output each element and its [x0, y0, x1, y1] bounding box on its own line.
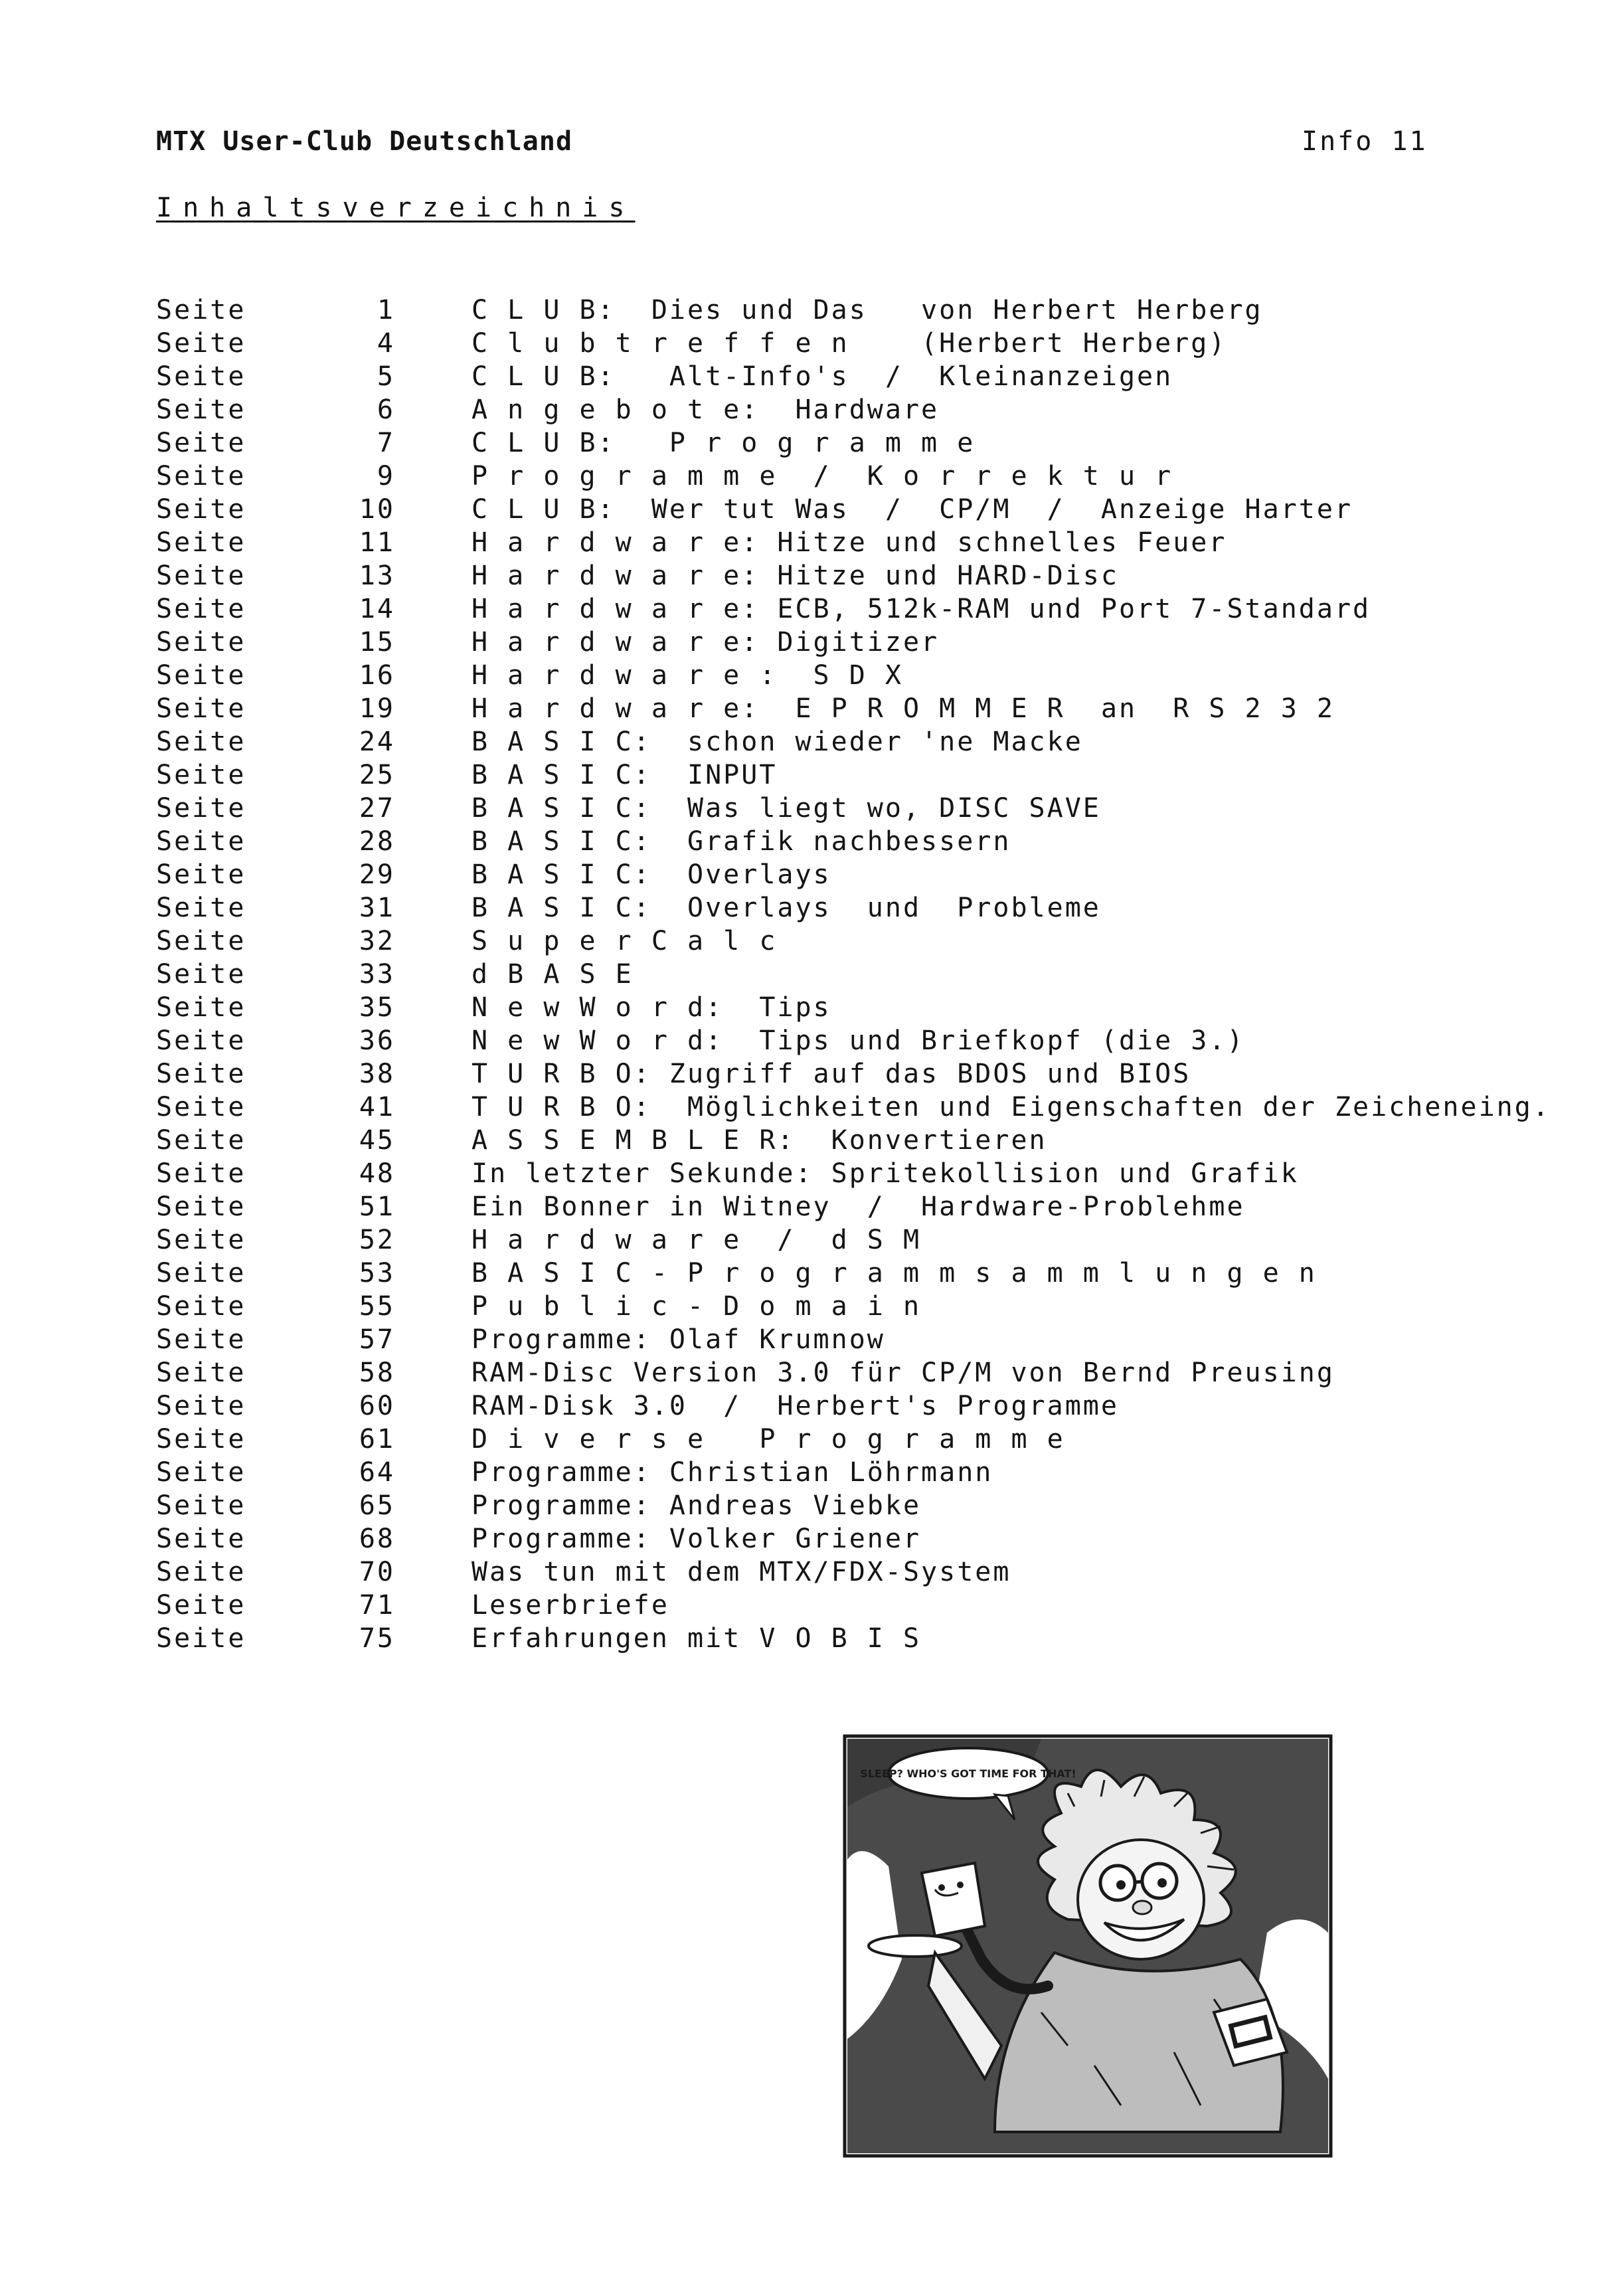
toc-topic: Ein Bonner in Witney / Hardware-Problehme — [471, 1192, 1245, 1222]
toc-seite-label: Seite — [156, 561, 246, 591]
toc-entry — [156, 925, 1604, 958]
toc-page-number: 75 — [359, 1623, 395, 1654]
toc-entry — [156, 659, 1604, 692]
toc-topic: Programme: Andreas Viebke — [471, 1490, 922, 1521]
toc-page-number: 36 — [359, 1025, 395, 1056]
toc-entry — [156, 1323, 1604, 1356]
toc-seite-label: Seite — [156, 1358, 246, 1388]
toc-topic: S u p e r C a l c — [471, 926, 778, 956]
toc-topic: C L U B: Wer tut Was / CP/M / Anzeige Harter — [471, 494, 1353, 525]
toc-entry — [156, 1124, 1604, 1157]
toc-entry — [156, 294, 1604, 327]
toc-seite-label: Seite — [156, 760, 246, 790]
toc-page-number: 16 — [359, 660, 395, 691]
toc-seite-label: Seite — [156, 328, 246, 359]
toc-page-number: 41 — [359, 1092, 395, 1122]
toc-entry — [156, 1522, 1604, 1555]
toc-page-number: 7 — [377, 428, 395, 458]
toc-page-number: 58 — [359, 1358, 395, 1388]
toc-topic: Programme: Christian Löhrmann — [471, 1457, 993, 1488]
toc-entry — [156, 626, 1604, 659]
toc-seite-label: Seite — [156, 926, 246, 956]
toc-page-number: 31 — [359, 893, 395, 923]
toc-page-number: 24 — [359, 727, 395, 757]
toc-seite-label: Seite — [156, 461, 246, 491]
toc-entry — [156, 792, 1604, 825]
toc-seite-label: Seite — [156, 693, 246, 724]
toc-list — [156, 294, 1604, 1655]
toc-page-number: 13 — [359, 561, 395, 591]
toc-entry — [156, 991, 1604, 1024]
toc-topic: A n g e b o t e: Hardware — [471, 395, 940, 425]
toc-seite-label: Seite — [156, 1258, 246, 1288]
toc-entry — [156, 1389, 1604, 1423]
toc-entry — [156, 1157, 1604, 1190]
toc-page-number: 57 — [359, 1324, 395, 1355]
cartoon-drawing — [842, 1733, 1333, 2159]
toc-topic: C L U B: Dies und Das von Herbert Herberg — [471, 295, 1263, 325]
toc-seite-label: Seite — [156, 395, 246, 425]
toc-topic: H a r d w a r e / d S M — [471, 1225, 922, 1255]
toc-seite-label: Seite — [156, 1059, 246, 1089]
toc-seite-label: Seite — [156, 1092, 246, 1122]
toc-topic: A S S E M B L E R: Konvertieren — [471, 1125, 1047, 1156]
toc-topic: H a r d w a r e: Hitze und HARD-Disc — [471, 561, 1119, 591]
toc-page-number: 28 — [359, 826, 395, 857]
toc-entry — [156, 559, 1604, 592]
toc-entry — [156, 1223, 1604, 1257]
toc-seite-label: Seite — [156, 527, 246, 558]
toc-page-number: 14 — [359, 594, 395, 624]
toc-entry — [156, 1589, 1604, 1622]
toc-page-number: 32 — [359, 926, 395, 956]
toc-topic: C L U B: Alt-Info's / Kleinanzeigen — [471, 361, 1173, 392]
toc-topic: H a r d w a r e: Hitze und schnelles Feuer — [471, 527, 1227, 558]
toc-seite-label: Seite — [156, 1225, 246, 1255]
toc-seite-label: Seite — [156, 1490, 246, 1521]
toc-entry — [156, 1257, 1604, 1290]
toc-topic: T U R B O: Möglichkeiten und Eigenschaften der Zeicheneing. — [471, 1092, 1551, 1122]
toc-seite-label: Seite — [156, 1125, 246, 1156]
toc-seite-label: Seite — [156, 660, 246, 691]
toc-page-number: 70 — [359, 1557, 395, 1587]
toc-entry — [156, 1057, 1604, 1091]
toc-seite-label: Seite — [156, 1590, 246, 1621]
toc-entry — [156, 1489, 1604, 1522]
toc-topic: d B A S E — [471, 959, 634, 990]
toc-page-number: 19 — [359, 693, 395, 724]
toc-entry — [156, 958, 1604, 991]
toc-page-number: 4 — [377, 328, 395, 359]
toc-entry — [156, 1555, 1604, 1589]
toc-topic: C L U B: P r o g r a m m e — [471, 428, 976, 458]
toc-topic: N e w W o r d: Tips — [471, 992, 831, 1023]
toc-seite-label: Seite — [156, 1557, 246, 1587]
toc-page-number: 27 — [359, 793, 395, 824]
toc-topic: C l u b t r e f f e n (Herbert Herberg) — [471, 328, 1227, 359]
toc-page-number: 48 — [359, 1158, 395, 1189]
toc-page-number: 71 — [359, 1590, 395, 1621]
toc-topic: B A S I C: Was liegt wo, DISC SAVE — [471, 793, 1101, 824]
toc-entry — [156, 460, 1604, 493]
toc-page-number: 10 — [359, 494, 395, 525]
toc-topic: H a r d w a r e: Digitizer — [471, 627, 940, 658]
toc-entry — [156, 858, 1604, 891]
toc-page-number: 25 — [359, 760, 395, 790]
toc-topic: Leserbriefe — [471, 1590, 669, 1621]
toc-topic: B A S I C: Overlays — [471, 859, 831, 890]
toc-page-number: 61 — [359, 1424, 395, 1455]
toc-seite-label: Seite — [156, 1192, 246, 1222]
toc-topic: RAM-Disc Version 3.0 für CP/M von Bernd Preusing — [471, 1358, 1335, 1388]
toc-topic: B A S I C: Overlays und Probleme — [471, 893, 1101, 923]
toc-entry — [156, 493, 1604, 526]
toc-seite-label: Seite — [156, 1291, 246, 1322]
toc-seite-label: Seite — [156, 1324, 246, 1355]
toc-entry — [156, 393, 1604, 426]
toc-entry — [156, 692, 1604, 725]
toc-entry — [156, 1622, 1604, 1655]
toc-seite-label: Seite — [156, 1424, 246, 1455]
toc-entry — [156, 1024, 1604, 1057]
toc-seite-label: Seite — [156, 826, 246, 857]
toc-page-number: 65 — [359, 1490, 395, 1521]
toc-seite-label: Seite — [156, 1457, 246, 1488]
toc-entry — [156, 1456, 1604, 1489]
toc-entry — [156, 1091, 1604, 1124]
toc-topic: In letzter Sekunde: Spritekollision und Grafik — [471, 1158, 1299, 1189]
toc-entry — [156, 1290, 1604, 1323]
toc-topic: D i v e r s e P r o g r a m m e — [471, 1424, 1065, 1455]
toc-page-number: 53 — [359, 1258, 395, 1288]
club-name: MTX User-Club Deutschland — [156, 126, 573, 157]
toc-page-number: 6 — [377, 395, 395, 425]
cartoon-illustration — [842, 1733, 1333, 2159]
toc-page-number: 35 — [359, 992, 395, 1023]
toc-entry — [156, 327, 1604, 360]
toc-page-number: 1 — [377, 295, 395, 325]
toc-page-number: 33 — [359, 959, 395, 990]
toc-page-number: 5 — [377, 361, 395, 392]
toc-topic: H a r d w a r e: ECB, 512k-RAM und Port 7-Standard — [471, 594, 1371, 624]
speech-bubble-text: SLEEP? WHO'S GOT TIME FOR THAT! — [860, 1767, 1076, 1780]
toc-topic: Programme: Olaf Krumnow — [471, 1324, 885, 1355]
toc-heading — [156, 193, 635, 223]
toc-seite-label: Seite — [156, 1524, 246, 1554]
toc-seite-label: Seite — [156, 627, 246, 658]
toc-seite-label: Seite — [156, 361, 246, 392]
toc-seite-label: Seite — [156, 1623, 246, 1654]
toc-seite-label: Seite — [156, 893, 246, 923]
toc-page-number: 38 — [359, 1059, 395, 1089]
toc-entry — [156, 360, 1604, 393]
toc-entry — [156, 825, 1604, 858]
toc-topic: H a r d w a r e: E P R O M M E R an R S 2 3 2 — [471, 693, 1335, 724]
toc-seite-label: Seite — [156, 1025, 246, 1056]
toc-page-number: 11 — [359, 527, 395, 558]
toc-page-number: 29 — [359, 859, 395, 890]
toc-page-number: 60 — [359, 1391, 395, 1421]
toc-page-number: 15 — [359, 627, 395, 658]
toc-page-number: 51 — [359, 1192, 395, 1222]
toc-seite-label: Seite — [156, 1158, 246, 1189]
toc-topic: B A S I C: schon wieder 'ne Macke — [471, 727, 1083, 757]
toc-entry — [156, 426, 1604, 460]
toc-topic: Erfahrungen mit V O B I S — [471, 1623, 922, 1654]
toc-seite-label: Seite — [156, 793, 246, 824]
issue-number: Info 11 — [1302, 126, 1428, 157]
toc-topic: Was tun mit dem MTX/FDX-System — [471, 1557, 1011, 1587]
toc-page-number: 52 — [359, 1225, 395, 1255]
toc-seite-label: Seite — [156, 594, 246, 624]
toc-entry — [156, 1423, 1604, 1456]
toc-topic: H a r d w a r e : S D X — [471, 660, 903, 691]
toc-topic: Programme: Volker Griener — [471, 1524, 922, 1554]
toc-page-number: 45 — [359, 1125, 395, 1156]
toc-heading-text: Inhaltsverzeichnis — [156, 193, 636, 223]
toc-entry — [156, 1356, 1604, 1389]
toc-topic: T U R B O: Zugriff auf das BDOS und BIOS — [471, 1059, 1191, 1089]
toc-page-number: 68 — [359, 1524, 395, 1554]
toc-topic: N e w W o r d: Tips und Briefkopf (die 3.) — [471, 1025, 1245, 1056]
toc-page-number: 64 — [359, 1457, 395, 1488]
toc-topic: B A S I C - P r o g r a m m s a m m l u n g e n — [471, 1258, 1317, 1288]
toc-seite-label: Seite — [156, 295, 246, 325]
toc-seite-label: Seite — [156, 1391, 246, 1421]
toc-entry — [156, 1190, 1604, 1223]
toc-topic: P r o g r a m m e / K o r r e k t u r — [471, 461, 1173, 491]
toc-topic: P u b l i c - D o m a i n — [471, 1291, 922, 1322]
toc-seite-label: Seite — [156, 959, 246, 990]
toc-topic: B A S I C: Grafik nachbessern — [471, 826, 1011, 857]
toc-entry — [156, 891, 1604, 925]
toc-topic: B A S I C: INPUT — [471, 760, 778, 790]
toc-seite-label: Seite — [156, 859, 246, 890]
toc-page-number: 9 — [377, 461, 395, 491]
toc-seite-label: Seite — [156, 428, 246, 458]
toc-entry — [156, 526, 1604, 559]
toc-entry — [156, 758, 1604, 792]
toc-seite-label: Seite — [156, 992, 246, 1023]
toc-seite-label: Seite — [156, 494, 246, 525]
toc-entry — [156, 592, 1604, 626]
toc-page-number: 55 — [359, 1291, 395, 1322]
toc-entry — [156, 725, 1604, 758]
toc-seite-label: Seite — [156, 727, 246, 757]
toc-topic: RAM-Disk 3.0 / Herbert's Programme — [471, 1391, 1119, 1421]
